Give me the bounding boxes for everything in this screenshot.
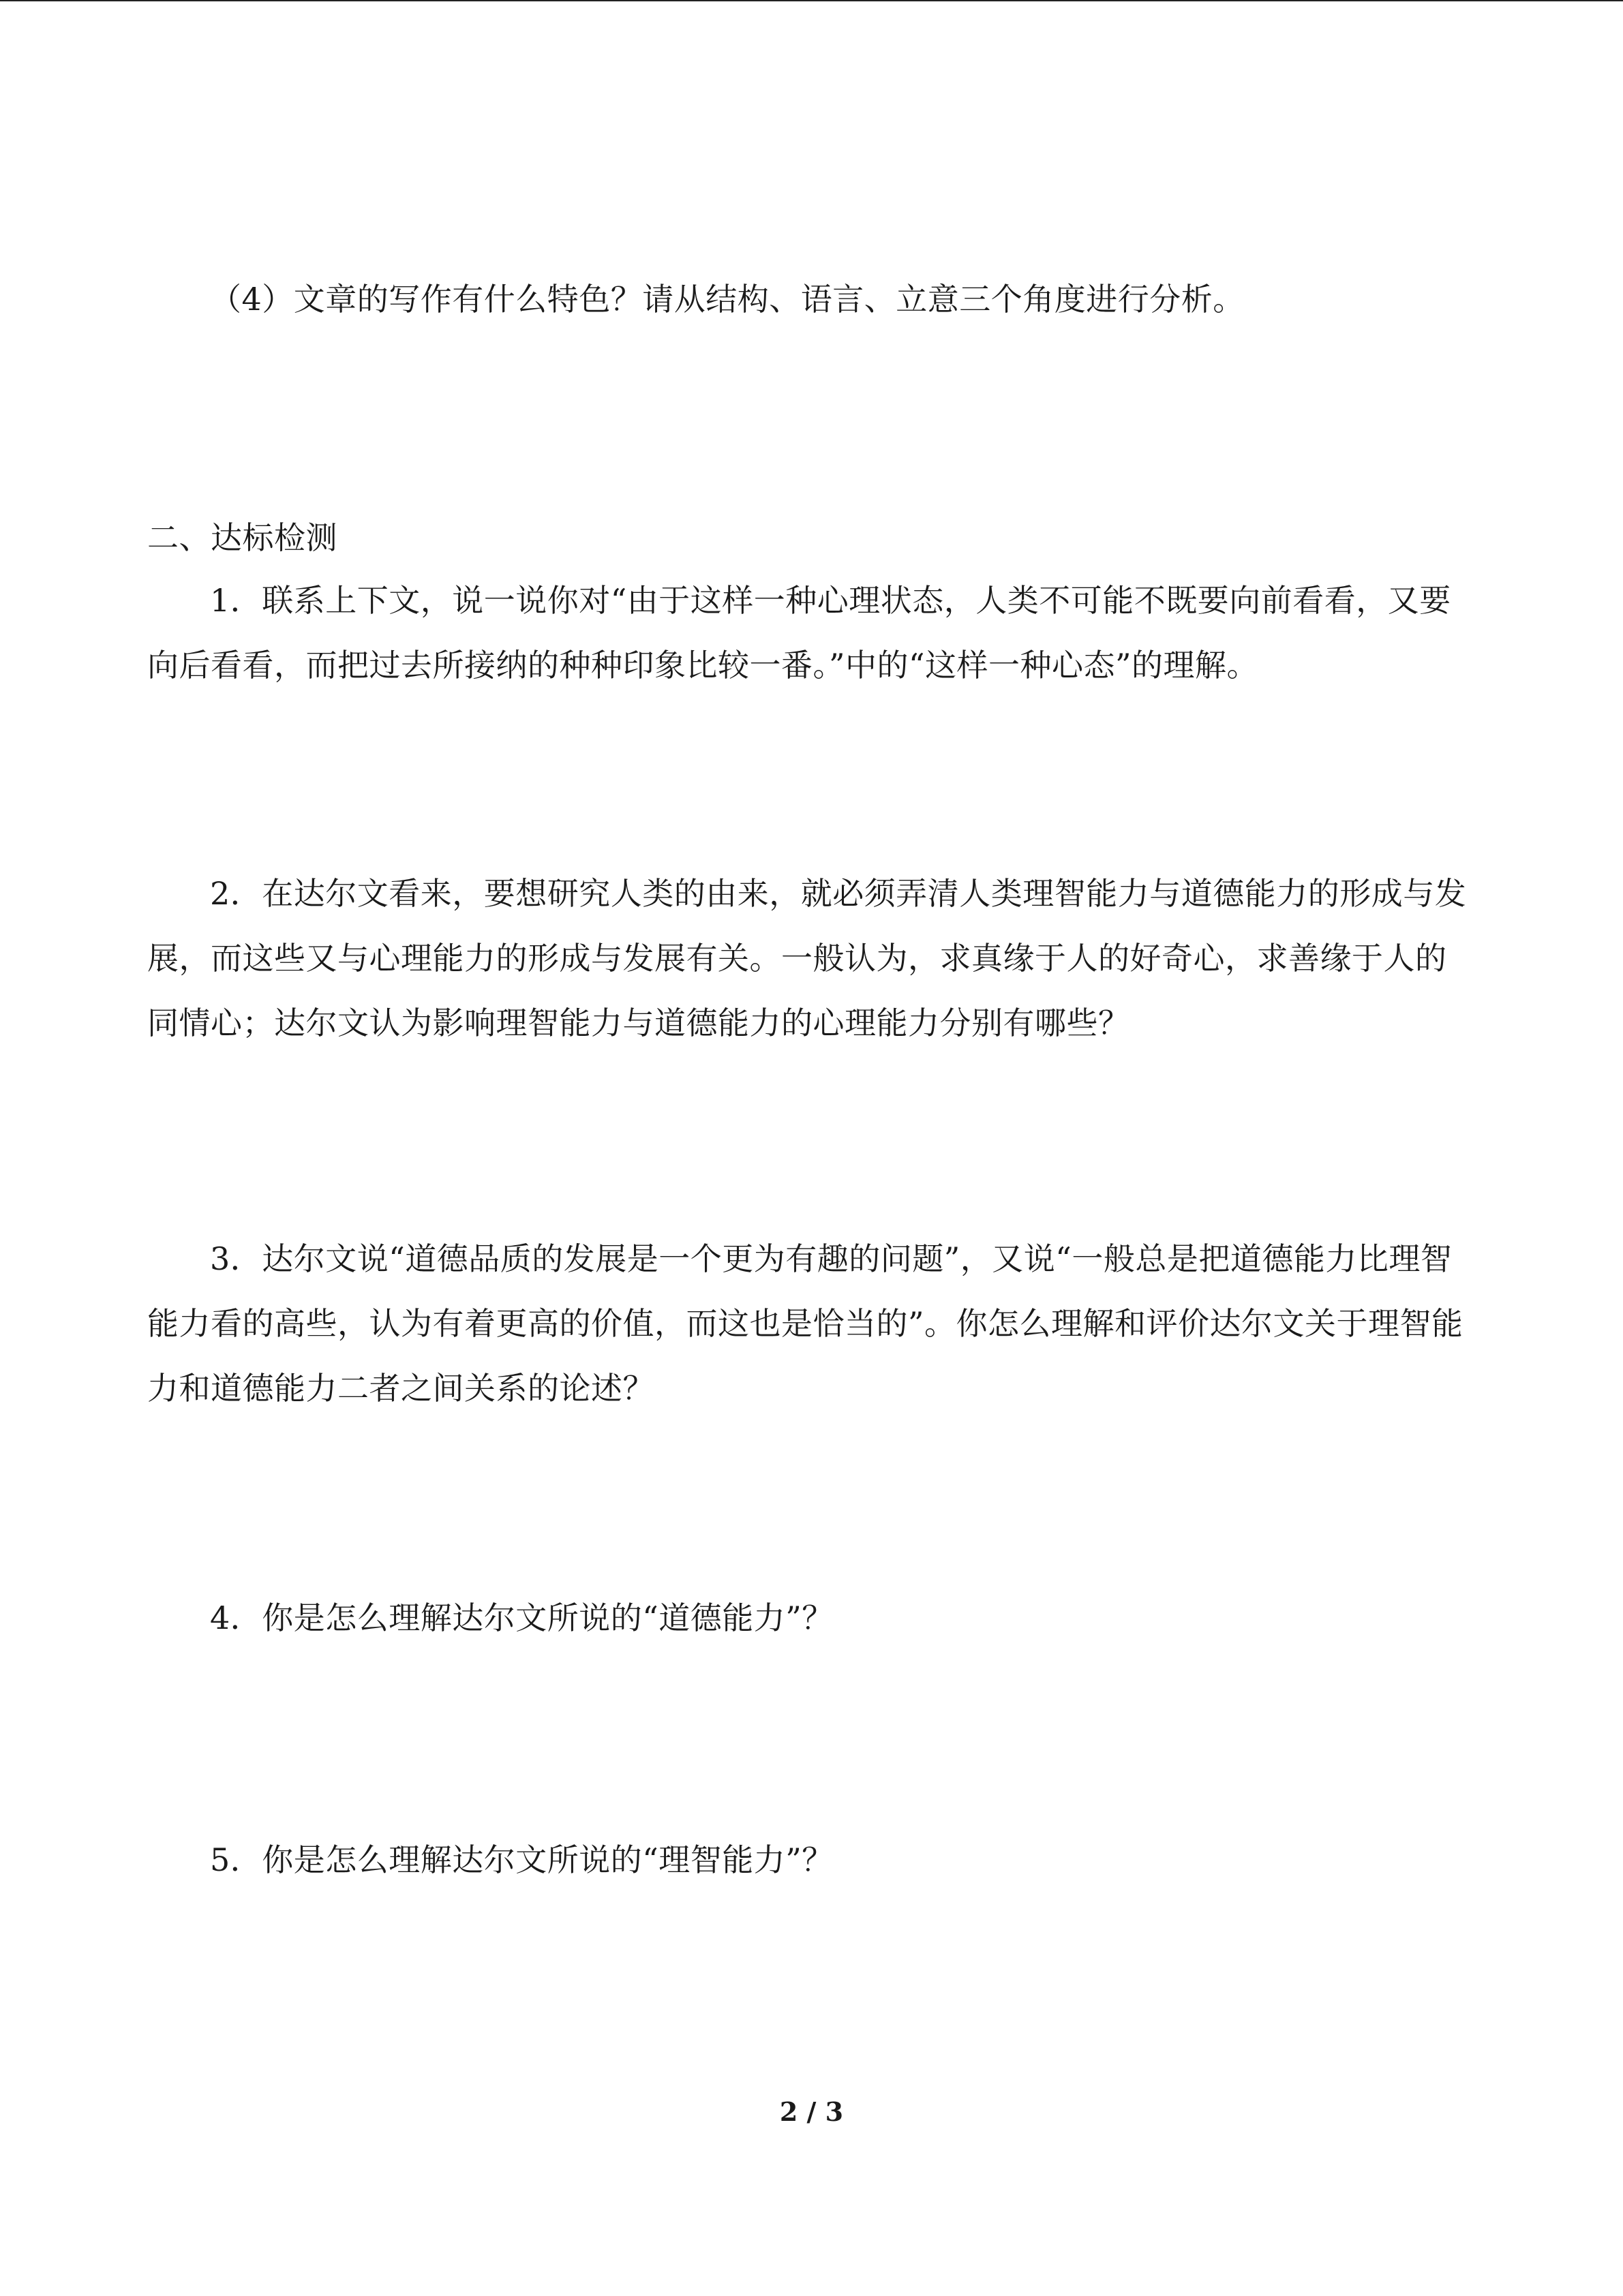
section-title: 二、达标检测 <box>147 519 337 556</box>
question-4: 4．你是怎么理解达尔文所说的“道德能力”？ <box>210 1599 834 1636</box>
page-number: 2 / 3 <box>779 2096 844 2127</box>
question-5: 5．你是怎么理解达尔文所说的“理智能力”？ <box>210 1841 834 1878</box>
question-1: 1．联系上下文，说一说你对“由于这样一种心理状态，人类不可能不既要向前看看，又要向后看看，而把过去所接纳的种种印象比较一番。”中的“这样一种心态”的理解。 <box>147 582 1451 684</box>
question-2: 2．在达尔文看来，要想研究人类的由来，就必须弄清人类理智能力与道德能力的形成与发展，而这些又与心理能力的形成与发展有关。一般认为，求真缘于人的好奇心，求善缘于人的同情心；达尔文认为影响理智能力与道德能力的心理能力分别有哪些？ <box>147 875 1467 1041</box>
sub-question-4: （4）文章的写作有什么特色？请从结构、语言、立意三个角度进行分析。 <box>210 281 1245 318</box>
question-3: 3．达尔文说“道德品质的发展是一个更为有趣的问题”，又说“一般总是把道德能力比理智能力看的高些，认为有着更高的价值，而这也是恰当的”。你怎么理解和评价达尔文关于理智能力和道德能力二者之间关系的论述？ <box>147 1240 1463 1407</box>
